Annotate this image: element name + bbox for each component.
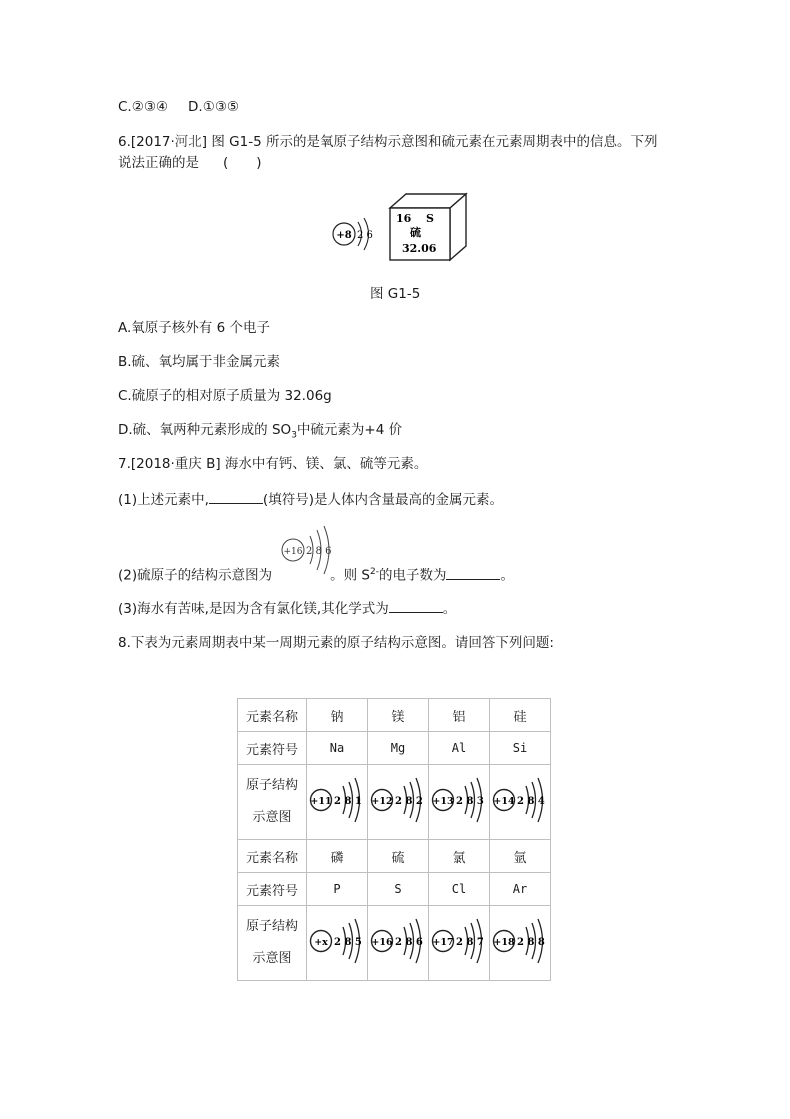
q7-part1 (118, 489, 503, 510)
table-row-names (238, 699, 551, 732)
atom-nucleus: +x (314, 937, 328, 948)
header-element-name: 元素名称 (238, 699, 307, 732)
element-name-cell: 氩 (490, 840, 551, 873)
q6-option-d (118, 420, 402, 446)
q6-year: 6.[2017· (118, 134, 175, 150)
sulfur-atomic-number: 16 (396, 212, 412, 225)
table-row-structures (238, 765, 551, 840)
q6-source: 河北 (174, 134, 202, 150)
atom-nucleus: +17 (432, 937, 454, 948)
q7-part1-post: (填符号)是人体内含量最高的金属元素。 (262, 492, 503, 508)
element-structure-table (237, 698, 551, 981)
sulfur-symbol: S (426, 212, 434, 225)
q7-part2 (118, 562, 514, 586)
atom-nucleus: +18 (493, 937, 515, 948)
element-structure-cell (307, 765, 368, 840)
q7-part2-sup: 2- (370, 567, 379, 577)
element-symbol-cell: Mg (368, 732, 429, 765)
element-structure-cell (368, 906, 429, 981)
q7-part3-pre: (3)海水有苦味,是因为含有氯化镁,其化学式为 (118, 601, 389, 617)
atom-shells: 2 8 5 (334, 937, 362, 948)
element-name-cell: 磷 (307, 840, 368, 873)
element-name-cell: 硫 (368, 840, 429, 873)
table-row-symbols (238, 873, 551, 906)
header-structure-line1: 原子结构 (245, 778, 298, 793)
q7-part3 (118, 598, 456, 619)
atom-shells: 2 8 2 (395, 796, 423, 807)
atom-nucleus: +13 (432, 796, 454, 807)
atom-structure-diagram (309, 917, 365, 965)
header-element-name: 元素名称 (238, 840, 307, 873)
answer-paren-open: ( (223, 155, 229, 171)
element-symbol-cell: Si (490, 732, 551, 765)
atom-shells: 2 8 1 (334, 796, 362, 807)
q6-stem-line1 (118, 132, 657, 152)
q5-options (118, 97, 239, 117)
sulfur-periodic-tile (388, 192, 468, 262)
oxygen-shells: 2 6 (357, 230, 373, 241)
oxygen-nucleus: +8 (336, 230, 352, 241)
q6-stem-text2: 说法正确的是 (118, 155, 199, 171)
header-element-symbol: 元素符号 (238, 732, 307, 765)
q6-option-b: B.硫、氧均属于非金属元素 (118, 354, 281, 370)
sulfur-name: 硫 (410, 226, 421, 239)
element-structure-cell (490, 765, 551, 840)
element-structure-cell (307, 906, 368, 981)
q7-part2-end: 。 (500, 567, 514, 584)
q6-option-d-sub: 3 (291, 430, 297, 441)
atom-nucleus: +14 (493, 796, 515, 807)
element-name-cell: 硅 (490, 699, 551, 732)
element-structure-cell (490, 906, 551, 981)
answer-blank-2[interactable] (446, 565, 500, 580)
atom-shells: 2 8 3 (456, 796, 484, 807)
sulfur-diagram-nucleus: +16 (283, 547, 303, 557)
atom-structure-diagram (370, 917, 426, 965)
q5-option-c: C.②③④ (118, 99, 169, 115)
oxygen-atom-diagram (330, 212, 380, 256)
header-structure (238, 765, 307, 840)
element-symbol-cell: S (368, 873, 429, 906)
table-row-symbols (238, 732, 551, 765)
q6-stem-line2 (118, 153, 262, 173)
q7-part2-post: 的电子数为 (378, 567, 447, 584)
q7-stem: 7.[2018·重庆 B] 海水中有钙、镁、氯、硫等元素。 (118, 456, 428, 472)
q6-option-a: A.氧原子核外有 6 个电子 (118, 320, 270, 336)
header-structure-line2: 示意图 (252, 951, 292, 966)
header-element-symbol: 元素符号 (238, 873, 307, 906)
q7-part1-pre: (1)上述元素中, (118, 492, 209, 508)
q6-option-c: C.硫原子的相对原子质量为 32.06g (118, 388, 332, 404)
q7-part2-pre: (2)硫原子的结构示意图为 (118, 567, 273, 584)
sulfur-mass: 32.06 (402, 242, 437, 255)
element-symbol-cell: P (307, 873, 368, 906)
header-structure-line1: 原子结构 (245, 919, 298, 934)
atom-nucleus: +12 (371, 796, 393, 807)
atom-nucleus: +11 (310, 796, 332, 807)
q6-option-d-post: 中硫元素为+4 价 (296, 422, 403, 438)
element-symbol-cell: Cl (429, 873, 490, 906)
element-structure-cell (429, 765, 490, 840)
atom-shells: 2 8 4 (517, 796, 545, 807)
sulfur-diagram-shells: 2 8 6 (306, 546, 332, 557)
atom-shells: 2 8 8 (517, 937, 545, 948)
element-structure-cell (368, 765, 429, 840)
q6-option-d-pre: D.硫、氧两种元素形成的 SO (118, 422, 292, 438)
element-name-cell: 氯 (429, 840, 490, 873)
atom-shells: 2 8 7 (456, 937, 484, 948)
element-name-cell: 钠 (307, 699, 368, 732)
q7-part3-end: 。 (442, 601, 457, 617)
answer-blank-1[interactable] (209, 489, 263, 504)
element-symbol-cell: Al (429, 732, 490, 765)
element-name-cell: 铝 (429, 699, 490, 732)
atom-structure-diagram (492, 917, 548, 965)
atom-structure-diagram (492, 776, 548, 824)
q8-stem: 8.下表为元素周期表中某一周期元素的原子结构示意图。请回答下列问题: (118, 635, 554, 651)
atom-structure-diagram (431, 776, 487, 824)
atom-nucleus: +16 (371, 937, 393, 948)
element-structure-cell (429, 906, 490, 981)
element-symbol-cell: Ar (490, 873, 551, 906)
element-symbol-cell: Na (307, 732, 368, 765)
header-structure (238, 906, 307, 981)
q6-stem-text: ] 图 G1-5 所示的是氧原子结构示意图和硫元素在元素周期表中的信息。下列 (201, 134, 658, 150)
q5-option-d: D.①③⑤ (188, 99, 240, 115)
atom-structure-diagram (309, 776, 365, 824)
q7-part2-mid: 。则 S (330, 567, 370, 584)
figure-caption: 图 G1-5 (370, 286, 421, 302)
answer-blank-3[interactable] (389, 598, 443, 613)
header-structure-line2: 示意图 (252, 810, 292, 825)
answer-paren-close: ) (256, 155, 262, 171)
table-row-names (238, 840, 551, 873)
atom-shells: 2 8 6 (395, 937, 423, 948)
table-row-structures (238, 906, 551, 981)
atom-structure-diagram (431, 917, 487, 965)
atom-structure-diagram (370, 776, 426, 824)
element-name-cell: 镁 (368, 699, 429, 732)
